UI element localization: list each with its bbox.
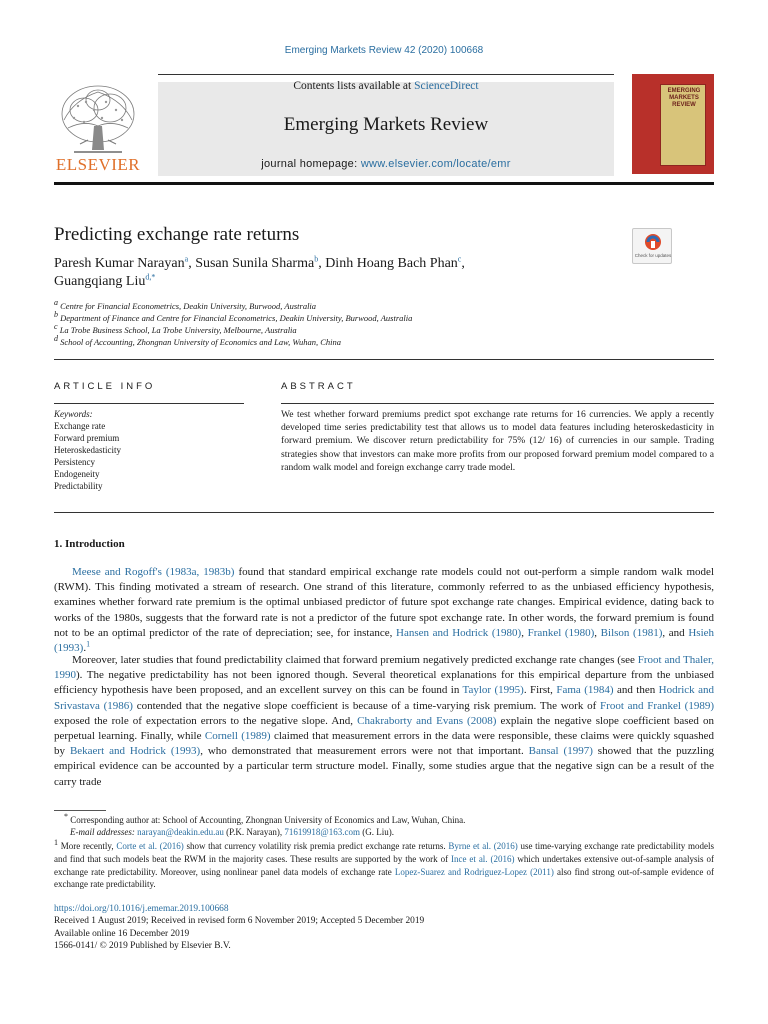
keywords-label: Keywords: <box>54 409 93 419</box>
author-affil-sup[interactable]: b <box>314 254 319 264</box>
citation-link[interactable]: Lopez-Suarez and Rodriguez-Lopez (2011) <box>394 866 554 877</box>
keyword: Endogeneity <box>54 469 100 479</box>
keyword: Forward premium <box>54 433 120 443</box>
check-updates-icon <box>633 229 673 265</box>
journal-cover-title: EMERGING MARKETS REVIEW <box>667 88 701 108</box>
citation-link[interactable]: Hsieh (1993) <box>54 626 715 655</box>
keyword: Heteroskedasticity <box>54 445 121 455</box>
author-affil-sup[interactable]: d,* <box>145 272 156 282</box>
citation-link[interactable]: Froot and Frankel (1989) <box>600 699 714 712</box>
citation-link[interactable]: Frankel (1980) <box>527 626 595 639</box>
citation-link[interactable]: Bansal (1997) <box>528 745 593 758</box>
citation-link[interactable]: Froot and Thaler, 1990 <box>54 654 714 682</box>
author-affil-sup[interactable]: a <box>184 254 189 264</box>
homepage-link[interactable]: www.elsevier.com/locate/emr <box>360 158 511 170</box>
journal-homepage <box>158 158 614 170</box>
publication-info <box>54 903 714 953</box>
paper-title: Predicting exchange rate returns <box>54 224 300 245</box>
authors-line <box>54 274 155 290</box>
author-name[interactable]: Paresh Kumar Narayan <box>54 256 185 271</box>
divider <box>54 512 714 513</box>
citation-link[interactable]: Ince et al. (2016) <box>450 853 515 864</box>
affiliation: $^a$ Centre for Financial Econometrics, Deakin University, Burwood, Australia <box>54 298 317 311</box>
journal-citation-link[interactable]: Emerging Markets Review 42 (2020) 100668 <box>284 45 484 56</box>
keyword: Exchange rate <box>54 421 106 431</box>
citation-link[interactable]: Fama (1984) <box>556 684 614 697</box>
citation-link[interactable]: Taylor (1995) <box>462 684 524 697</box>
divider <box>54 359 714 360</box>
footnote-rule <box>54 810 106 811</box>
author-affil-sup[interactable]: c <box>457 254 462 264</box>
issn-copyright: 1566-0141/ © 2019 Published by Elsevier B.V. <box>54 941 231 952</box>
doi-link[interactable]: https://doi.org/10.1016/j.ememar.2019.100668 <box>54 904 229 914</box>
citation-link[interactable]: Hodrick and Srivastava (1986) <box>54 684 714 712</box>
authors-line: Paresh Kumar Narayan$^a$, Susan Sunila Sharma$^b$, Dinh Hoang Bach Phan$^c$, <box>54 254 465 271</box>
citation-link[interactable]: Corte et al. (2016) <box>116 841 184 851</box>
keyword: Persistency <box>54 457 95 467</box>
elsevier-wordmark[interactable]: ELSEVIER <box>55 155 141 174</box>
available-online: Available online 16 December 2019 <box>54 928 190 939</box>
body-paragraph: Meese and Rogoff's (1983a, 1983b) found that standard empirical exchange rate models could not out-perform a simple random walk model (RWM). This finding motivated a stream of research. One strand of this literature, commonly referred to as the unbiased efficiency hypothesis, examines whether forward rate premium is the optimal unbiased predictor of future spot exchange rate changes. Empirical evidence, dating back to works of the 1980s, suggests that the forward rate is not a predictor of the future spot exchange rate. In other words, the forward premium is found not to be an optimal predictor of the rate of depreciation; see, for instance, Hansen and Hodrick (1980), Frankel (1980), Bilson (1981), and Hsieh (1993).$^1$ <box>54 566 715 655</box>
email-link[interactable]: narayan@deakin.edu.au <box>137 827 224 837</box>
citation-link[interactable]: Chakraborty and Evans (2008) <box>357 714 497 727</box>
corresponding-author-note: * Corresponding author at: School of Accounting, Zhongnan University of Economics and Law, Wuhan, China. <box>64 812 466 825</box>
homepage-prefix: journal homepage: <box>261 158 361 170</box>
citation-link[interactable]: Cornell (1989) <box>204 730 271 743</box>
citation-link[interactable]: Bilson (1981) <box>600 626 663 639</box>
footnote-1: $^1$ More recently, Corte et al. (2016) show that currency volatility risk premia predict exchange rate returns. Byrne et al. (2016) use time-varying exchange rate predictability models and find that such models beat the RWM in the majority cases. These results are supported by the work of Ince et al. (2016) which undertakes extensive out-of-sample analysis of exchange rate predictability. Moreover, using nonlinear panel data models of exchange rate Lopez-Suarez and Rodriguez-Lopez (2011) also find strong out-of-sample evidence of exchange rate predictability. <box>54 838 714 890</box>
article-info-heading: ARTICLE INFO <box>54 381 156 392</box>
section-heading: 1. Introduction <box>54 538 125 550</box>
citation-link[interactable]: Meese and Rogoff's (1983a, 1983b) <box>72 566 235 578</box>
check-for-updates-button[interactable] <box>632 228 672 264</box>
author-name[interactable]: Dinh Hoang Bach Phan <box>325 256 458 271</box>
keyword: Predictability <box>54 481 103 491</box>
svg-text:Check for updates: Check for updates <box>634 253 672 258</box>
email-note: E-mail addresses: narayan@deakin.edu.au (P.K. Narayan), 71619918@163.com (G. Liu). <box>70 827 394 837</box>
email-link[interactable]: 71619918@163.com <box>284 827 360 837</box>
author-name[interactable]: Susan Sunila Sharma <box>195 256 315 271</box>
abstract-text: We test whether forward premiums predict spot exchange rate returns for 16 currencies. We apply a recently developed time series predictability test that allows us to model data features including heteroskedasticity in forward premium. We discover return predictability for 75% (12/ 16) of currencies in our sample. Trading strategies show that investors can make more profits from our proposed forward premium model compared to a random walk model and foreign exchange carry trade model. <box>281 409 714 473</box>
citation-link[interactable]: Byrne et al. (2016) <box>448 841 518 851</box>
journal-title: Emerging Markets Review <box>283 114 489 135</box>
contents-line <box>158 80 614 92</box>
sciencedirect-link[interactable]: ScienceDirect <box>414 80 479 92</box>
affiliation: $^c$ La Trobe Business School, La Trobe University, Melbourne, Australia <box>54 322 297 335</box>
header-thick-rule <box>54 182 714 185</box>
contents-prefix: Contents lists available at <box>293 80 415 92</box>
footnote-ref[interactable]: 1 <box>86 639 91 649</box>
citation-link[interactable]: Bekaert and Hodrick (1993) <box>69 745 201 758</box>
citation-link[interactable]: Hansen and Hodrick (1980) <box>396 626 522 639</box>
divider <box>54 403 244 404</box>
affiliation: $^d$ School of Accounting, Zhongnan University of Economics and Law, Wuhan, China <box>54 334 342 347</box>
divider <box>281 403 714 404</box>
received-dates: Received 1 August 2019; Received in revised form 6 November 2019; Accepted 5 December 2019 <box>54 916 425 927</box>
abstract-heading: ABSTRACT <box>281 381 356 392</box>
body-paragraph: Moreover, later studies that found predictability claimed that forward premium negatively predicted exchange rate changes (see Froot and Thaler, 1990). The negative predictability has not been ignored though. Several theoretical explanations for this empirical departure from the unbiased efficiency hypothesis have been proposed, and an excellent survey on this can be found in Taylor (1995). First, Fama (1984) and then Hodrick and Srivastava (1986) contended that the negative slope coefficient is because of a time-varying risk premium. The work of Froot and Frankel (1989) exposed the role of expectation errors to the negative slope. And, Chakraborty and Evans (2008) explain the negative slope coefficient based on perpetual learning. Finally, while Cornell (1989) claimed that measurement errors in the data were responsible, these claims were quickly squashed by Bekaert and Hodrick (1993), who demonstrated that measurement errors were not that important. Bansal (1997) showed that the puzzling empirical evidence can be accounted by a particular term structure model. Finally, some studies argue that the negative sign can be a result of the carry trade <box>54 654 715 788</box>
author-name[interactable]: Guangqiang Liu <box>54 274 146 289</box>
header-rule <box>158 74 614 75</box>
affiliation: $^b$ Department of Finance and Centre for Financial Econometrics, Deakin University, Burwood, Australia <box>54 310 413 323</box>
